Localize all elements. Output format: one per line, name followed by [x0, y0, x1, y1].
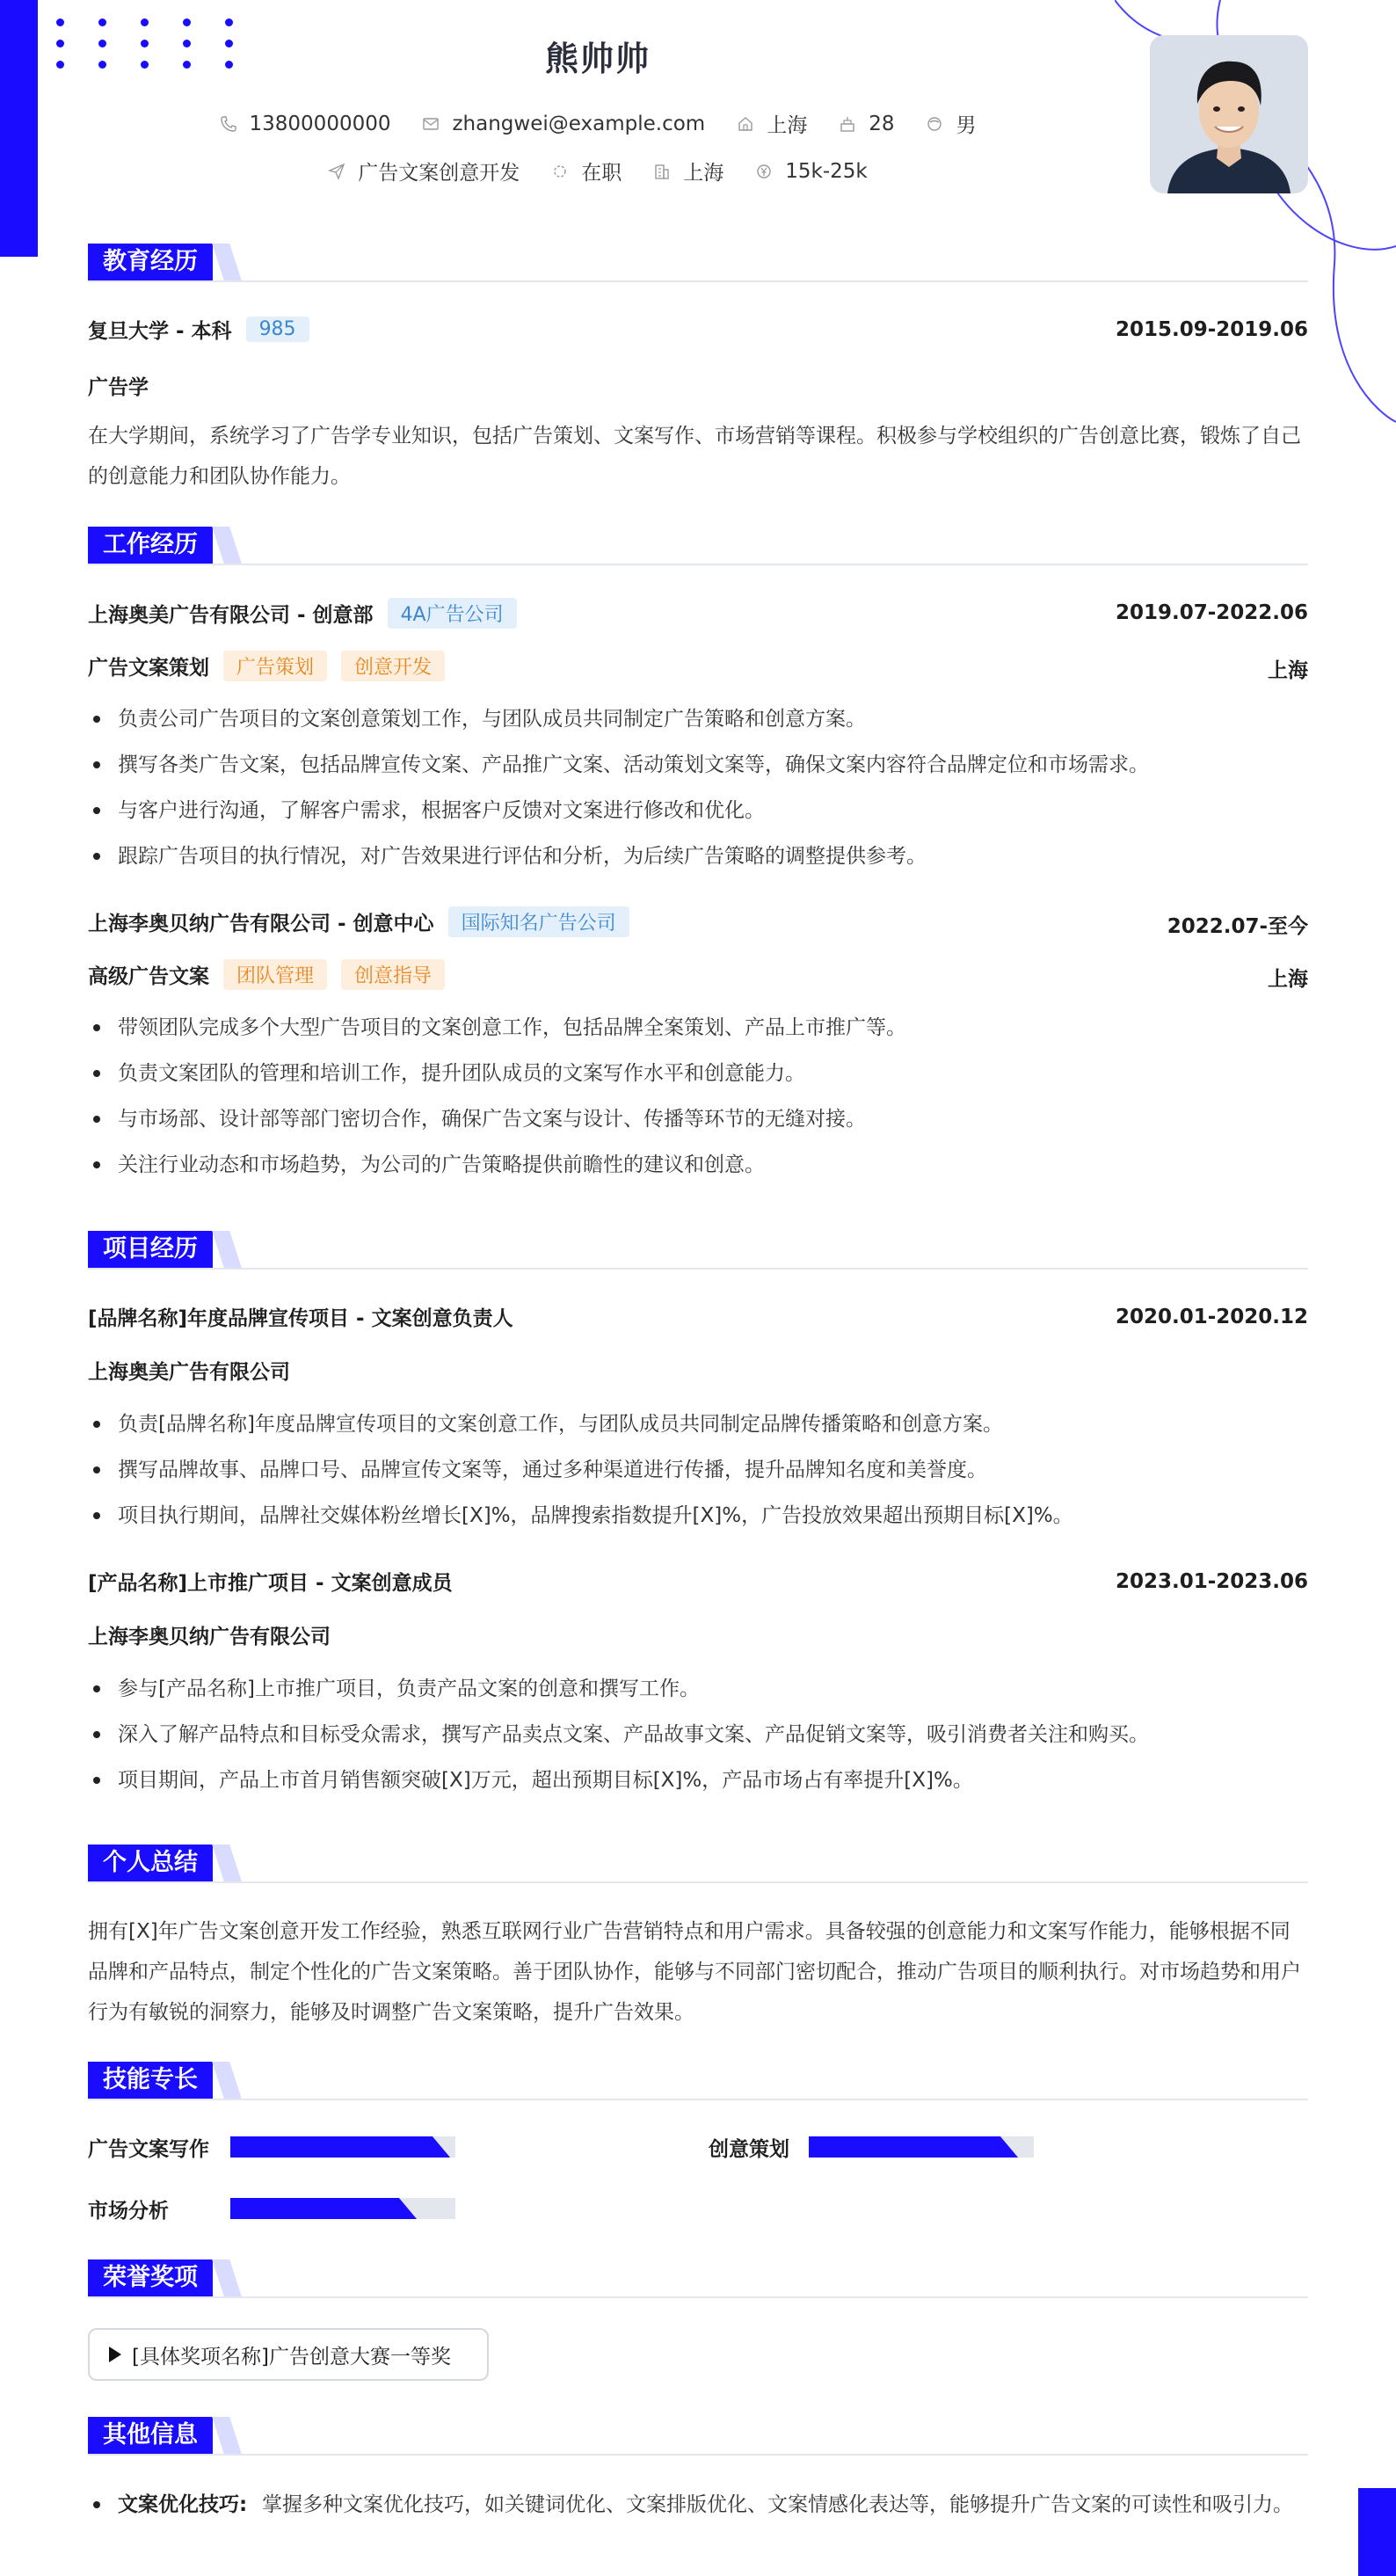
- candidate-name: 熊帅帅: [544, 40, 651, 78]
- list-item: 负责[品牌名称]年度品牌宣传项目的文案创意工作，与团队成员共同制定品牌传播策略和创意方案。: [88, 1401, 1308, 1447]
- work-role: [88, 651, 445, 681]
- skill-bar: [230, 2136, 455, 2158]
- list-item: 与市场部、设计部等部门密切合作，确保广告文案与设计、传播等环节的无缝对接。: [88, 1096, 1308, 1142]
- salary-text: 15k-25k: [785, 159, 868, 183]
- title-accent: [212, 2417, 242, 2454]
- contact-row: [0, 109, 1196, 138]
- role-name: 高级广告文案: [88, 965, 209, 988]
- phone-item: [220, 113, 391, 135]
- section-title: 其他信息: [88, 2417, 213, 2454]
- title-accent: [212, 527, 242, 564]
- title-accent: [212, 1231, 242, 1268]
- section-divider: [88, 1881, 1308, 1883]
- company-tag: 国际知名广告公司: [448, 906, 629, 937]
- section-divider: [88, 564, 1308, 565]
- list-item: 项目期间，产品上市首月销售额突破[X]万元，超出预期目标[X]%，产品市场占有率提升[X]%。: [88, 1757, 1308, 1803]
- project-bullets: [88, 1401, 1308, 1539]
- list-item: 跟踪广告项目的执行情况，对广告效果进行评估和分析，为后续广告策略的调整提供参考。: [88, 833, 1308, 879]
- location-text: 上海: [767, 114, 808, 137]
- section-work-header: [88, 527, 1308, 565]
- work-date: 2019.07-2022.06: [1115, 601, 1308, 624]
- mail-icon: [422, 115, 440, 133]
- skill-level-fill: [230, 2198, 399, 2219]
- skill-tag: 团队管理: [223, 959, 327, 990]
- skill-tag: 创意指导: [341, 959, 445, 990]
- work-company: [88, 906, 629, 937]
- section-divider: [88, 2296, 1308, 2298]
- skill-bar: [809, 2136, 1034, 2158]
- gender-text: 男: [956, 114, 977, 137]
- section-title: 项目经历: [88, 1231, 213, 1268]
- work-bullets: [88, 1005, 1308, 1188]
- job-intent-row: [0, 156, 1196, 186]
- target-city-text: 上海: [683, 162, 724, 185]
- summary-text: 拥有[X]年广告文案创意开发工作经验，熟悉互联网行业广告营销特点和用户需求。具备较强的创意能力和文案写作能力，能够根据不同品牌和产品特点，制定个性化的广告文案策略。善于团队协作，能够与不同部门密切配合，推动广告项目的顺利执行。对市场趋势和用户行为有敏锐的洞察力，能够及时调整广告文案策略，提升广告效果。: [88, 1920, 1301, 2024]
- section-awards-header: [88, 2259, 1308, 2298]
- title-accent: [212, 2259, 242, 2296]
- school-name: 复旦大学 - 本科: [88, 320, 232, 343]
- skill-level-fill: [809, 2136, 1000, 2158]
- education-description: 在大学期间，系统学习了广告学专业知识，包括广告策划、文案写作、市场营销等课程。积极参与学校组织的广告创意比赛，锻炼了自己的创意能力和团队协作能力。: [88, 425, 1301, 488]
- work-bullets: [88, 696, 1308, 879]
- section-title: 荣誉奖项: [88, 2259, 213, 2296]
- award-text: [具体奖项名称]广告创意大赛一等奖: [132, 2345, 451, 2369]
- target-job-item: [328, 156, 520, 186]
- salary-item: [755, 160, 867, 183]
- title-accent: [212, 2062, 242, 2099]
- list-item: 负责文案团队的管理和培训工作，提升团队成员的文案写作水平和创意能力。: [88, 1051, 1308, 1096]
- list-item: 关注行业动态和市场趋势，为公司的广告策略提供前瞻性的建议和创意。: [88, 1142, 1308, 1188]
- email-item: [422, 113, 705, 135]
- education-major: 广告学: [88, 376, 149, 399]
- skill-tag: 广告策划: [223, 651, 327, 681]
- list-item: 负责公司广告项目的文案创意策划工作，与团队成员共同制定广告策略和创意方案。: [88, 696, 1308, 742]
- gender-item: [926, 109, 976, 138]
- company-tag: 4A广告公司: [388, 598, 517, 629]
- section-title: 教育经历: [88, 244, 213, 280]
- project-title: [品牌名称]年度品牌宣传项目 - 文案创意负责人: [88, 1307, 513, 1330]
- other-label: 文案优化技巧:: [118, 2493, 248, 2516]
- age-item: [839, 113, 894, 135]
- title-accent: [212, 1845, 242, 1881]
- section-divider: [88, 1268, 1308, 1270]
- work-city: 上海: [1268, 968, 1308, 991]
- project-title: [产品名称]上市推广项目 - 文案创意成员: [88, 1572, 453, 1595]
- bullet-dot: [93, 2501, 100, 2508]
- skill-name: 市场分析: [88, 2200, 169, 2223]
- work-city: 上海: [1268, 659, 1308, 682]
- section-education-header: [88, 244, 1308, 282]
- skill-name: 广告文案写作: [88, 2138, 209, 2161]
- section-title: 技能专长: [88, 2062, 213, 2099]
- education-date: 2015.09-2019.06: [1115, 318, 1308, 341]
- work-date: 2022.07-至今: [1167, 915, 1308, 938]
- list-item: 项目执行期间，品牌社交媒体粉丝增长[X]%，品牌搜索指数提升[X]%，广告投放效果超出预期目标[X]%。: [88, 1493, 1308, 1539]
- project-company: 上海奥美广告有限公司: [88, 1361, 290, 1384]
- list-item: 参与[产品名称]上市推广项目，负责产品文案的创意和撰写工作。: [88, 1666, 1308, 1712]
- award-item[interactable]: [88, 2328, 489, 2381]
- home-icon: [737, 115, 754, 133]
- role-name: 广告文案策划: [88, 657, 209, 680]
- work-company: [88, 598, 517, 629]
- target-job-text: 广告文案创意开发: [358, 162, 520, 185]
- section-skills-header: [88, 2062, 1308, 2100]
- section-title: 个人总结: [88, 1845, 213, 1881]
- profile-photo: [1150, 35, 1308, 193]
- skill-level-fill: [230, 2136, 433, 2158]
- location-item: [737, 109, 807, 138]
- avatar: [1150, 35, 1308, 193]
- skill-bar: [230, 2198, 455, 2219]
- email-text: zhangwei@example.com: [452, 112, 706, 135]
- phone-text: 13800000000: [249, 112, 391, 135]
- money-icon: [755, 163, 773, 180]
- school-tag: 985: [246, 317, 309, 342]
- section-divider: [88, 2099, 1308, 2100]
- target-city-item: [653, 156, 723, 186]
- status-item: [551, 156, 622, 186]
- education-school: [88, 315, 309, 344]
- triangle-right-icon: [109, 2347, 121, 2362]
- age-text: 28: [869, 112, 895, 135]
- list-item: 带领团队完成多个大型广告项目的文案创意工作，包括品牌全案策划、产品上市推广等。: [88, 1005, 1308, 1051]
- phone-icon: [220, 115, 237, 133]
- title-accent: [212, 244, 242, 280]
- section-projects-header: [88, 1231, 1308, 1270]
- skill-tag: 创意开发: [341, 651, 445, 681]
- section-other-header: [88, 2417, 1308, 2456]
- section-summary-header: [88, 1845, 1308, 1883]
- other-text: 掌握多种文案优化技巧，如关键词优化、文案排版优化、文案情感化表达等，能够提升广告文案的可读性和吸引力。: [262, 2493, 1293, 2516]
- section-divider: [88, 280, 1308, 282]
- skill-name: 创意策划: [709, 2138, 789, 2161]
- project-bullets: [88, 1666, 1308, 1803]
- section-divider: [88, 2454, 1308, 2456]
- company-name: 上海李奥贝纳广告有限公司 - 创意中心: [88, 913, 434, 935]
- list-item: 与客户进行沟通，了解客户需求，根据客户反馈对文案进行修改和优化。: [88, 788, 1308, 833]
- list-item: 撰写品牌故事、品牌口号、品牌宣传文案等，通过多种渠道进行传播，提升品牌知名度和美誉度。: [88, 1447, 1308, 1493]
- project-date: 2023.01-2023.06: [1115, 1570, 1308, 1593]
- project-company: 上海李奥贝纳广告有限公司: [88, 1626, 331, 1648]
- building-icon: [653, 163, 671, 180]
- list-item: 深入了解产品特点和目标受众需求，撰写产品卖点文案、产品故事文案、产品促销文案等，吸引消费者关注和购买。: [88, 1712, 1308, 1757]
- section-title: 工作经历: [88, 527, 213, 564]
- work-role: [88, 959, 445, 990]
- project-date: 2020.01-2020.12: [1115, 1306, 1308, 1328]
- paper-plane-icon: [328, 163, 345, 180]
- status-text: 在职: [581, 162, 622, 185]
- list-item: 撰写各类广告文案，包括品牌宣传文案、产品推广文案、活动策划文案等，确保文案内容符合品牌定位和市场需求。: [88, 742, 1308, 788]
- status-icon: [551, 163, 569, 180]
- cake-icon: [839, 115, 856, 133]
- company-name: 上海奥美广告有限公司 - 创意部: [88, 604, 374, 627]
- gender-icon: [926, 115, 943, 133]
